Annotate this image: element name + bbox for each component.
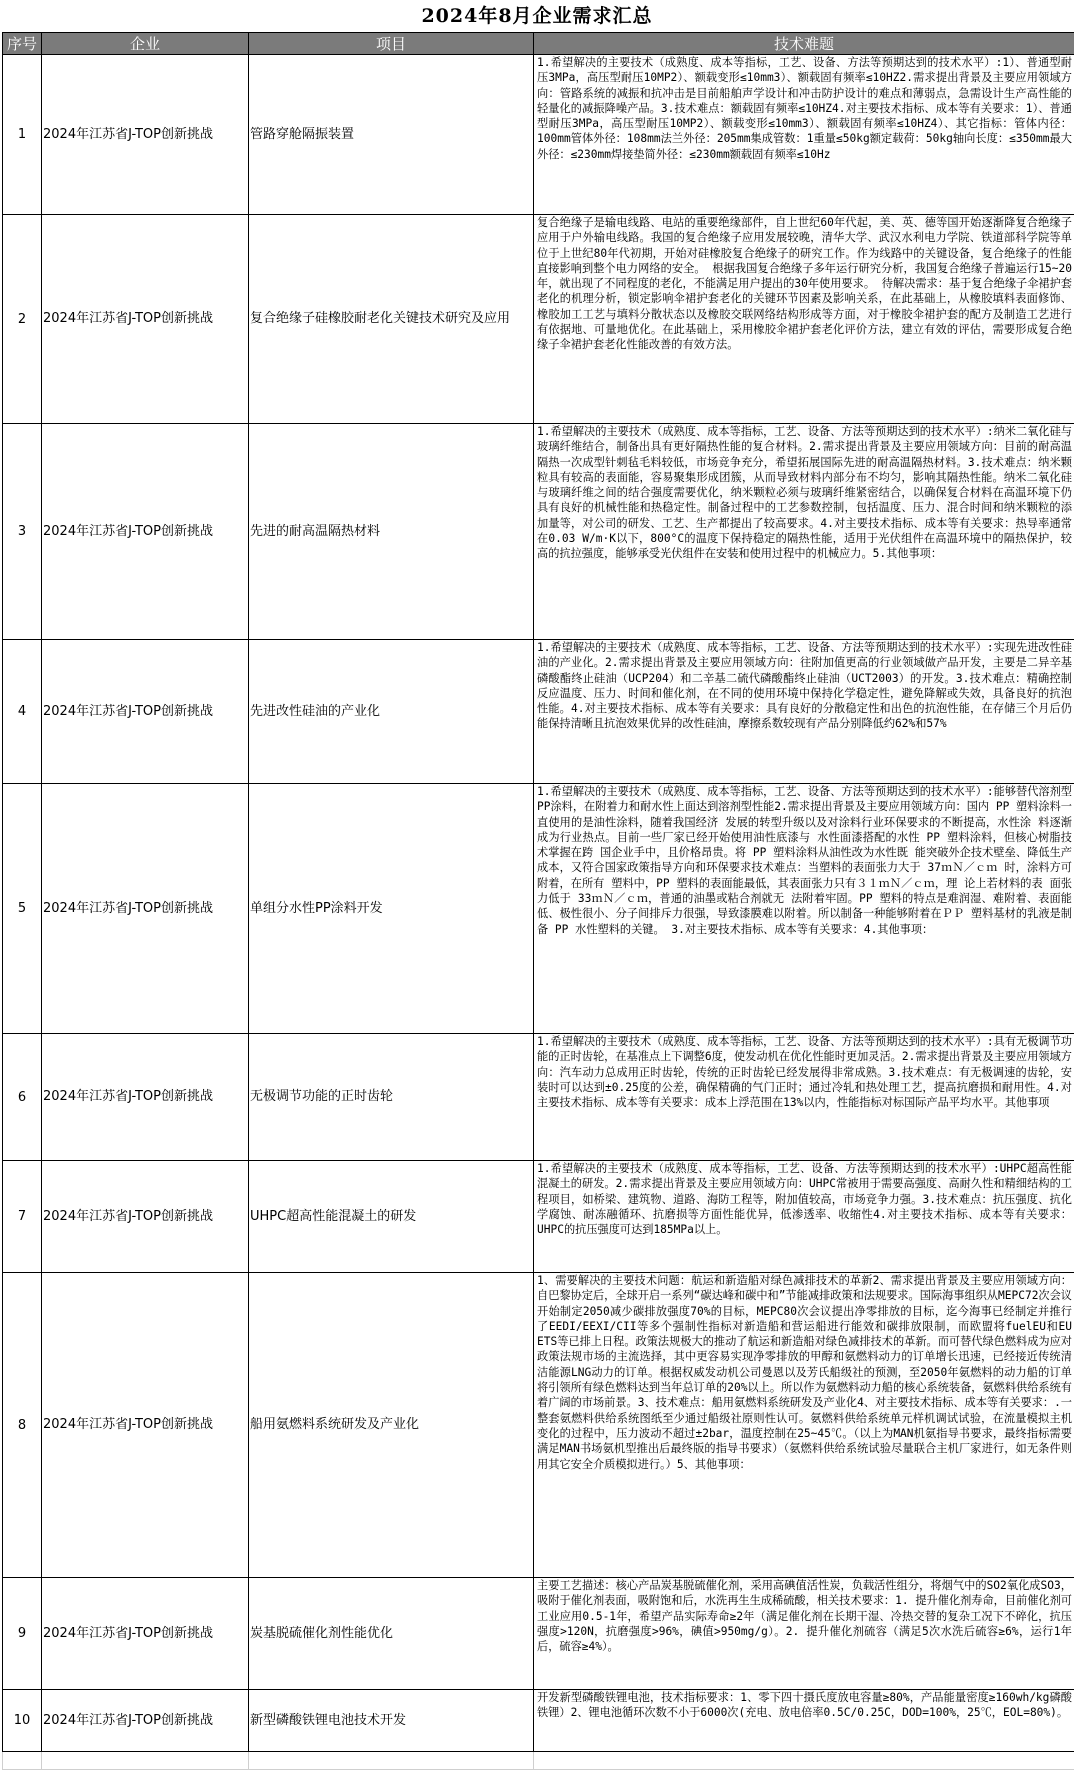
cell-enterprise: 2024年江苏省J-TOP创新挑战 — [42, 1578, 249, 1690]
cell-tech: 1.希望解决的主要技术（成熟度、成本等指标，工艺、设备、方法等预期达到的技术水平）:具有无极调节功能的正时齿轮，在基准点上下调整6度，使发动机在优化性能时更加灵活。2.需求提出背景及主要应用领域方向：汽车动力总成用正时齿轮，传统的正时齿轮已经发展得非常成熟。3.技术难点：有无极调速的齿轮，安装时可以达到±0.25度的公差，确保精确的气门正时；通过冷轧和热处理工艺，提高抗磨损和耐用性。4.对主要技术指标、成本等有关要求：成本上浮范围在13%以内，性能指标对标国际产品平均水平。其他事项 — [534, 1034, 1074, 1161]
cell-no: 4 — [3, 640, 42, 784]
cell-enterprise: 2024年江苏省J-TOP创新挑战 — [42, 1034, 249, 1161]
cell-no: 8 — [3, 1273, 42, 1578]
cell-project: 先进改性硅油的产业化 — [249, 640, 534, 784]
cell-no: 10 — [3, 1690, 42, 1752]
table-row — [3, 1690, 1074, 1752]
table-row — [3, 55, 1074, 215]
cell-enterprise: 2024年江苏省J-TOP创新挑战 — [42, 1161, 249, 1273]
cell-enterprise: 2024年江苏省J-TOP创新挑战 — [42, 424, 249, 640]
cell-tech: 复合绝缘子是输电线路、电站的重要绝缘部件，自上世纪60年代起，美、英、德等国开始逐渐降复合绝缘子应用于户外输电线路。我国的复合绝缘子应用发展较晚，清华大学、武汉水利电力学院、铁道部科学院等单位于上世纪80年代初期，开始对硅橡胶复合绝缘子的研究工作。作为线路中的关键设备，复合绝缘子的性能直接影响到整个电力网络的安全。 根据我国复合绝缘子多年运行研究分析，我国复合绝缘子普遍运行15~20年，就出现了不同程度的老化，不能满足用户提出的30年使用要求。 待解决需求：基于复合绝缘子伞裙护套老化的机理分析，锁定影响伞裙护套老化的关键环节因素及影响关系，在此基础上，从橡胶填料表面修饰、橡胶加工工艺与填料分散状态以及橡胶交联网络结构形成等方面，对于橡胶伞裙护套的配方及制造工艺进行有依据地、可量地优化。在此基础上，采用橡胶伞裙护套老化评价方法，建立有效的评估，需要形成复合绝缘子伞裙护套老化性能改善的有效方法。 — [534, 215, 1074, 424]
cell-project: 无极调节功能的正时齿轮 — [249, 1034, 534, 1161]
empty-row — [3, 1752, 1074, 1770]
cell-enterprise: 2024年江苏省J-TOP创新挑战 — [42, 215, 249, 424]
cell-tech: 主要工艺描述：核心产品炭基脱硫催化剂，采用高碘值活性炭，负载活性组分，将烟气中的SO2氧化成SO3，吸附于催化剂表面，吸附饱和后，水洗再生生成稀硫酸，相关技术要求：1. 提升催化剂寿命，目前催化剂可工业应用0.5-1年，希望产品实际寿命≥2年（满足催化剂在长期干湿、冷热交替的复杂工况下不碎化，抗压强度>120N，抗磨强度>96%，碘值>950mg/g）。2. 提升催化剂硫容（满足5次水洗后硫容≥6%，运行1年后，硫容≥4%）。 — [534, 1578, 1074, 1690]
header-enterprise: 企业 — [42, 33, 249, 55]
cell-project: 炭基脱硫催化剂性能优化 — [249, 1578, 534, 1690]
cell-project: 复合绝缘子硅橡胶耐老化关键技术研究及应用 — [249, 215, 534, 424]
cell-no: 9 — [3, 1578, 42, 1690]
cell-enterprise: 2024年江苏省J-TOP创新挑战 — [42, 1690, 249, 1752]
table-row — [3, 1161, 1074, 1273]
cell-tech: 1.希望解决的主要技术（成熟度、成本等指标，工艺、设备、方法等预期达到的技术水平）:1）、普通型耐压3MPa，高压型耐压10MP2）、额载变形≤10mm3）、额载固有频率≤10HZ2.需求提出背景及主要应用领域方向：管路系统的减振和抗冲击是目前船舶声学设计和冲击防护设计的难点和薄弱点，急需设计生产高性能的轻量化的减振降噪产品。3.技术难点：额载固有频率≤10HZ4.对主要技术指标、成本等有关要求：1）、普通型耐压3MPa，高压型耐压10MP2）、额载变形≤10mm3）、额载固有频率≤10HZ4）、其它指标：管体内径：100mm管体外径：108mm法兰外径：205mm集成管数：1重量≤50kg额定载荷：50kg轴向长度：≤350mm最大外径：≤230mm焊接垫简外径：≤230mm额载固有频率≤10Hz — [534, 55, 1074, 215]
table-row — [3, 784, 1074, 1034]
cell-no: 6 — [3, 1034, 42, 1161]
cell-project: UHPC超高性能混凝土的研发 — [249, 1161, 534, 1273]
cell-enterprise: 2024年江苏省J-TOP创新挑战 — [42, 784, 249, 1034]
empty-cell — [3, 1752, 42, 1770]
header-tech: 技术难题 — [534, 33, 1074, 55]
header-no: 序号 — [3, 33, 42, 55]
cell-tech: 开发新型磷酸铁锂电池，技术指标要求：1、零下四十摄氏度放电容量≥80%，产品能量密度≥160wh/kg磷酸铁锂）2、锂电池循环次数不小于6000次(充电、放电倍率0.5C/0.25C，DOD=100%，25℃，EOL=80%)。 — [534, 1690, 1074, 1752]
requirements-table — [2, 32, 1074, 1770]
cell-enterprise: 2024年江苏省J-TOP创新挑战 — [42, 1273, 249, 1578]
table-row — [3, 424, 1074, 640]
cell-tech: 1.希望解决的主要技术（成熟度、成本等指标，工艺、设备、方法等预期达到的技术水平）:纳米二氧化硅与玻璃纤维结合，制备出具有更好隔热性能的复合材料。2.需求提出背景及主要应用领域方向：目前的耐高温隔热一次成型针刺毡毛料较低，市场竞争充分，希望拓展国际先进的耐高温隔热材料。3.技术难点：纳米颗粒具有较高的表面能，容易聚集形成团簇，从而导致材料内部分布不均匀，影响其隔热性能。纳米二氧化硅与玻璃纤维之间的结合强度需要优化，纳米颗粒必须与玻璃纤维紧密结合，以确保复合材料在高温环境下仍具有良好的机械性能和热稳定性。制备过程中的工艺参数控制，包括温度、压力、混合时间和纳米颗粒的添加量等，对公司的研发、工艺、生产都提出了较高要求。4.对主要技术指标、成本等有关要求：热导率通常在0.03 W/m·K以下，800°C的温度下保持稳定的隔热性能，适用于光伏组件在高温环境中的隔热保护，较高的抗拉强度，能够承受光伏组件在安装和使用过程中的机械应力。5.其他事项： — [534, 424, 1074, 640]
cell-enterprise: 2024年江苏省J-TOP创新挑战 — [42, 640, 249, 784]
cell-no: 5 — [3, 784, 42, 1034]
sheet-title: 2024年8月企业需求汇总 — [421, 5, 653, 27]
table-row — [3, 1578, 1074, 1690]
cell-project: 先进的耐高温隔热材料 — [249, 424, 534, 640]
table-row — [3, 1273, 1074, 1578]
cell-no: 3 — [3, 424, 42, 640]
empty-cell — [42, 1752, 249, 1770]
table-row — [3, 1034, 1074, 1161]
cell-project: 管路穿舱隔振装置 — [249, 55, 534, 215]
table-row — [3, 215, 1074, 424]
cell-tech: 1、需要解决的主要技术问题：航运和新造船对绿色减排技术的革新2、需求提出背景及主要应用领域方向：自巴黎协定后，全球开启一系列“碳达峰和碳中和”节能减排政策和法规要求。国际海事组织从MEPC72次会议开始制定2050减少碳排放强度70%的目标，MEPC80次会议提出净零排放的目标，迄今海事已经制定并推行了EEDI/EEXI/CII等多个强制性指标对新造船和营运船进行能效和碳排放限制，而欧盟将fuelEU和EU ETS等已排上日程。政策法规极大的推动了航运和新造船对绿色减排技术的革新。而可替代绿色燃料成为应对政策法规市场的主流选择，其中更容易实现净零排放的甲醇和氨燃料动力的订单增长迅速，已经接近传统清洁能源LNG动力的订单。根据权威发动机公司曼恩以及芳氏船级社的预测，至2050年氨燃料的动力船的订单将引领所有绿色燃料达到当年总订单的20%以上。所以作为氨燃料动力船的核心系统装备，氨燃料供给系统有着广阔的市场前景。3、技术难点：船用氨燃料系统研发及产业化4、对主要技术指标、成本等有关要求：.一整套氨燃料供给系统图纸至少通过船级社原则性认可。氨燃料供给系统单元样机调试试验，在流量模拟主机变化的过程中，压力波动不超过±2bar，温度控制在25~45℃。（以上为MAN机氨指导书要求，最终指标需要满足MAN书场氨机型推出后最终版的指导书要求）（氨燃料供给系统试验尽量联合主机厂家进行，如无条件则用其它安全介质模拟进行。）5、其他事项： — [534, 1273, 1074, 1578]
cell-tech: 1.希望解决的主要技术（成熟度、成本等指标，工艺、设备、方法等预期达到的技术水平）:UHPC超高性能混凝土的研发。2.需求提出背景及主要应用领域方向：UHPC常被用于需要高强度、高耐久性和精细结构的工程项目，如桥梁、建筑物、道路、海防工程等，附加值较高，市场竞争力强。3.技术难点：抗压强度、抗化学腐蚀、耐冻融循环、抗磨损等方面性能优异，低渗透率、收缩性4.对主要技术指标、成本等有关要求：UHPC的抗压强度可达到185MPa以上。 — [534, 1161, 1074, 1273]
table-row — [3, 640, 1074, 784]
cell-no: 2 — [3, 215, 42, 424]
cell-tech: 1.希望解决的主要技术（成熟度、成本等指标，工艺、设备、方法等预期达到的技术水平）:实现先进改性硅油的产业化。2.需求提出背景及主要应用领域方向：往附加值更高的行业领域做产品开发，主要是二异辛基磷酸酯终止硅油（UCP204）和二辛基二硫代磷酸酯终止硅油（UCT2003）的开发。3.技术难点：精确控制反应温度、压力、时间和催化剂，在不同的使用环境中保持化学稳定性，避免降解或失效，具备良好的抗泡性能。4.对主要技术指标、成本等有关要求：具有良好的分散稳定性和出色的抗泡性能，在存储三个月后仍能保持清晰且抗泡效果优异的改性硅油，摩擦系数较现有产品分别降低约62%和57% — [534, 640, 1074, 784]
cell-tech: 1.希望解决的主要技术（成熟度、成本等指标，工艺、设备、方法等预期达到的技术水平）:能够替代溶剂型PP涂料，在附着力和耐水性上面达到溶剂型性能2.需求提出背景及主要应用领域方向：国内 PP 塑料涂料一直使用的是油性涂料，随着我国经济 发展的转型升级以及对涂料行业环保要求的不断提高，水性涂 料逐渐成为行业热点。目前一些厂家已经开始使用油性底漆与 水性面漆搭配的水性 PP 塑料涂料，但核心树脂技术掌握在跨 国企业手中，且价格昂贵。将 PP 塑料涂料从油性改为水性既 能突破外企技术壁垒、降低生产成本，又符合国家政策指导方向和环保要求技术难点：当塑料的表面张力大于 37ｍＮ／ｃｍ 时，涂料方可附着，在所有 塑料中，PP 塑料的表面能最低，其表面张力只有３１ｍＮ／ｃｍ，理 论上若材料的表 面张力低于 33ｍＮ／ｃｍ，普通的油墨或粘合剂就无 法附着牢固。PP 塑料的特点是难润湿、难附着、表面能低、极性很小、分子间排斥力很强，导致漆膜难以附着。所以制备一种能够附着在ＰＰ 塑料基材的乳液是制备 PP 水性塑料的关键。 3.对主要技术指标、成本等有关要求：4.其他事项： — [534, 784, 1074, 1034]
cell-project: 单组分水性PP涂料开发 — [249, 784, 534, 1034]
cell-project: 新型磷酸铁锂电池技术开发 — [249, 1690, 534, 1752]
empty-cell — [249, 1752, 534, 1770]
cell-enterprise: 2024年江苏省J-TOP创新挑战 — [42, 55, 249, 215]
empty-cell — [534, 1752, 1074, 1770]
cell-project: 船用氨燃料系统研发及产业化 — [249, 1273, 534, 1578]
cell-no: 7 — [3, 1161, 42, 1273]
cell-no: 1 — [3, 55, 42, 215]
header-row — [3, 33, 1074, 55]
header-project: 项目 — [249, 33, 534, 55]
